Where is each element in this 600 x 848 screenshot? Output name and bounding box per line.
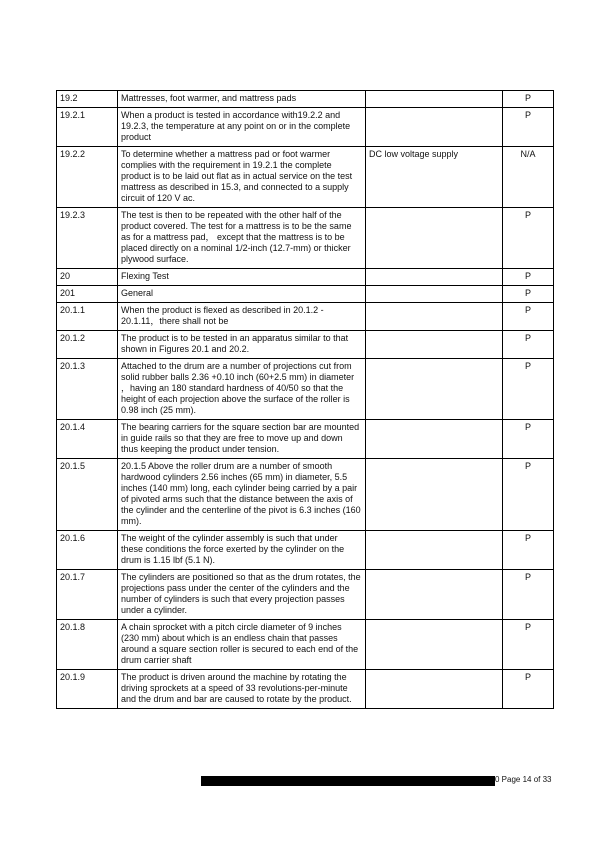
clause-cell: 20.1.2 [57, 331, 118, 359]
test-report-table [56, 90, 554, 709]
verdict-cell: P [503, 208, 554, 269]
clause-cell: 20.1.7 [57, 570, 118, 620]
requirement-cell: Attached to the drum are a number of projections cut from solid rubber balls 2.36 +0.10 inch (60+2.5 mm) in diameter ，having an 180 standard hardness of 40/50 so that the height of each projection above the surface of the roller is 0.98 inch (25 mm). [118, 359, 366, 420]
remark-cell [366, 531, 503, 570]
clause-cell: 19.2 [57, 91, 118, 108]
verdict-cell: P [503, 459, 554, 531]
table-row [57, 147, 554, 208]
remark-cell [366, 420, 503, 459]
verdict-cell: P [503, 269, 554, 286]
remark-cell [366, 570, 503, 620]
table-row [57, 570, 554, 620]
table-row [57, 420, 554, 459]
remark-cell: DC low voltage supply [366, 147, 503, 208]
clause-cell: 19.2.1 [57, 108, 118, 147]
verdict-cell: P [503, 108, 554, 147]
requirement-cell: General [118, 286, 366, 303]
requirement-cell: The weight of the cylinder assembly is such that under these conditions the force exerted by the cylinder on the drum is 1.15 lbf (5.1 N). [118, 531, 366, 570]
verdict-cell: P [503, 331, 554, 359]
requirement-cell: When the product is flexed as described in 20.1.2 - 20.1.11，there shall not be [118, 303, 366, 331]
requirement-cell: The product is driven around the machine by rotating the driving sprockets at a speed of 33 revolutions-per-minute and the drum and bar are caused to rotate by the product. [118, 670, 366, 709]
table-row [57, 303, 554, 331]
clause-cell: 20 [57, 269, 118, 286]
page-footer [201, 776, 554, 786]
clause-cell: 20.1.3 [57, 359, 118, 420]
table-row [57, 286, 554, 303]
clause-cell: 20.1.6 [57, 531, 118, 570]
verdict-cell: P [503, 420, 554, 459]
requirement-cell: The bearing carriers for the square section bar are mounted in guide rails so that they are free to move up and down thus keeping the product under tension. [118, 420, 366, 459]
clause-cell: 20.1.4 [57, 420, 118, 459]
table-row [57, 359, 554, 420]
redaction-bar [201, 776, 495, 786]
requirement-cell: 20.1.5 Above the roller drum are a number of smooth hardwood cylinders 2.56 inches (65 mm) in diameter, 5.5 inches (140 mm) long, each cylinder being carried by a pair of pivoted arms such that the distance between the axis of the cylinder and the centerline of the pivot is 6.3 inches (160 mm). [118, 459, 366, 531]
table-row [57, 108, 554, 147]
requirement-cell: The cylinders are positioned so that as the drum rotates, the projections pass under the center of the cylinders and the number of cylinders is such that every projection passes under a cylinder. [118, 570, 366, 620]
table-row [57, 459, 554, 531]
verdict-cell: P [503, 359, 554, 420]
remark-cell [366, 670, 503, 709]
remark-cell [366, 269, 503, 286]
requirement-cell: When a product is tested in accordance with19.2.2 and 19.2.3, the temperature at any point on or in the complete product [118, 108, 366, 147]
remark-cell [366, 459, 503, 531]
verdict-cell: P [503, 620, 554, 670]
table-row [57, 269, 554, 286]
remark-cell [366, 91, 503, 108]
table-row [57, 620, 554, 670]
requirement-cell: A chain sprocket with a pitch circle diameter of 9 inches (230 mm) about which is an endless chain that passes around a square section roller is secured to each end of the drum carrier shaft [118, 620, 366, 670]
requirement-cell: The test is then to be repeated with the other half of the product covered. The test for a mattress is to be the same as for a mattress pad， except that the mattress is to be placed directly on a nominal 1/2-inch (12.7-mm) or thicker plywood surface. [118, 208, 366, 269]
verdict-cell: P [503, 286, 554, 303]
clause-cell: 19.2.3 [57, 208, 118, 269]
requirement-cell: To determine whether a mattress pad or foot warmer complies with the requirement in 19.2.1 the complete product is to be laid out flat as in actual service on the test mattress as described in 15.3, and connected to a supply circuit of 120 V ac. [118, 147, 366, 208]
clause-cell: 20.1.9 [57, 670, 118, 709]
clause-cell: 20.1.1 [57, 303, 118, 331]
remark-cell [366, 108, 503, 147]
clause-cell: 201 [57, 286, 118, 303]
table-row [57, 208, 554, 269]
clause-cell: 20.1.8 [57, 620, 118, 670]
verdict-cell: P [503, 531, 554, 570]
verdict-cell: P [503, 570, 554, 620]
clause-cell: 19.2.2 [57, 147, 118, 208]
table-row [57, 91, 554, 108]
verdict-cell: P [503, 670, 554, 709]
verdict-cell: P [503, 91, 554, 108]
table-row [57, 331, 554, 359]
verdict-cell: P [503, 303, 554, 331]
clause-cell: 20.1.5 [57, 459, 118, 531]
remark-cell [366, 331, 503, 359]
verdict-cell: N/A [503, 147, 554, 208]
requirement-cell: Mattresses, foot warmer, and mattress pads [118, 91, 366, 108]
remark-cell [366, 303, 503, 331]
remark-cell [366, 286, 503, 303]
remark-cell [366, 620, 503, 670]
table-row [57, 670, 554, 709]
table-body [57, 91, 554, 709]
remark-cell [366, 359, 503, 420]
requirement-cell: The product is to be tested in an apparatus similar to that shown in Figures 20.1 and 20.2. [118, 331, 366, 359]
page-number: 0 Page 14 of 33 [495, 775, 552, 784]
requirement-cell: Flexing Test [118, 269, 366, 286]
table-row [57, 531, 554, 570]
remark-cell [366, 208, 503, 269]
